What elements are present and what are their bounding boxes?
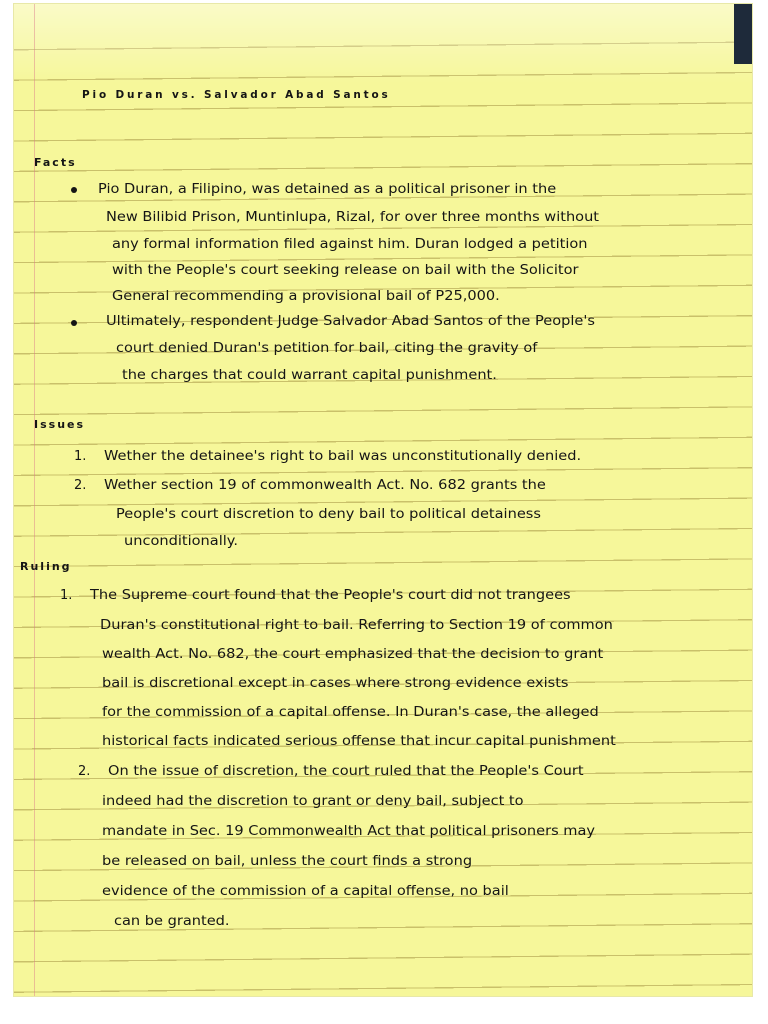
facts-bullet1-line3: any formal information filed against him. Duran lodged a petition (112, 237, 588, 252)
issue2-line1: Wether section 19 of commonwealth Act. No. 682 grants the (104, 478, 546, 493)
ruling1-line2: Duran's constitutional right to bail. Referring to Section 19 of common (100, 618, 613, 633)
ruling-number: 1. (60, 588, 73, 603)
issues-heading: Issues (34, 418, 86, 431)
facts-bullet1-line4: with the People's court seeking release on bail with the Solicitor (112, 263, 579, 278)
facts-bullet1-line2: New Bilibid Prison, Muntinlupa, Rizal, for over three months without (106, 210, 600, 225)
issue2-line2: People's court discretion to deny bail to political detainess (116, 507, 541, 522)
facts-heading: Facts (34, 156, 77, 169)
facts-bullet1-line1: Pio Duran, a Filipino, was detained as a political prisoner in the (98, 182, 557, 197)
bullet-dot (71, 320, 77, 326)
ruling1-line4: bail is discretional except in cases where strong evidence exists (102, 676, 569, 691)
ruling2-line3: mandate in Sec. 19 Commonwealth Act that political prisoners may (102, 824, 596, 839)
ruling2-line2: indeed had the discretion to grant or deny bail, subject to (102, 794, 524, 809)
notebook-page (14, 4, 752, 996)
bullet-dot (71, 187, 77, 193)
facts-bullet2-line3: the charges that could warrant capital punishment. (122, 368, 497, 383)
margin-line (34, 4, 35, 996)
ruling2-line4: be released on bail, unless the court finds a strong (102, 854, 473, 869)
ruling1-line6: historical facts indicated serious offense that incur capital punishment (102, 734, 616, 749)
ruling-number: 2. (78, 764, 91, 779)
ruling1-line1: The Supreme court found that the People's court did not trangees (90, 588, 571, 603)
page-corner-shadow (734, 4, 752, 64)
ruling-heading: Ruling (20, 560, 72, 573)
ruling2-line5: evidence of the commission of a capital offense, no bail (102, 884, 509, 899)
facts-bullet2-line1: Ultimately, respondent Judge Salvador Abad Santos of the People's (106, 314, 595, 329)
case-title: Pio Duran vs. Salvador Abad Santos (82, 88, 391, 101)
issue1-line1: Wether the detainee's right to bail was unconstitutionally denied. (104, 449, 582, 464)
issue-number: 2. (74, 478, 87, 493)
issue2-line3: unconditionally. (124, 534, 238, 549)
facts-bullet2-line2: court denied Duran's petition for bail, citing the gravity of (116, 341, 538, 356)
ruling1-line5: for the commission of a capital offense. In Duran's case, the alleged (102, 705, 599, 720)
ruling1-line3: wealth Act. No. 682, the court emphasized that the decision to grant (102, 647, 604, 662)
issue-number: 1. (74, 449, 87, 464)
ruling2-line6: can be granted. (114, 914, 230, 929)
ruling2-line1: On the issue of discretion, the court ruled that the People's Court (108, 764, 584, 779)
facts-bullet1-line5: General recommending a provisional bail of P25,000. (112, 289, 500, 304)
